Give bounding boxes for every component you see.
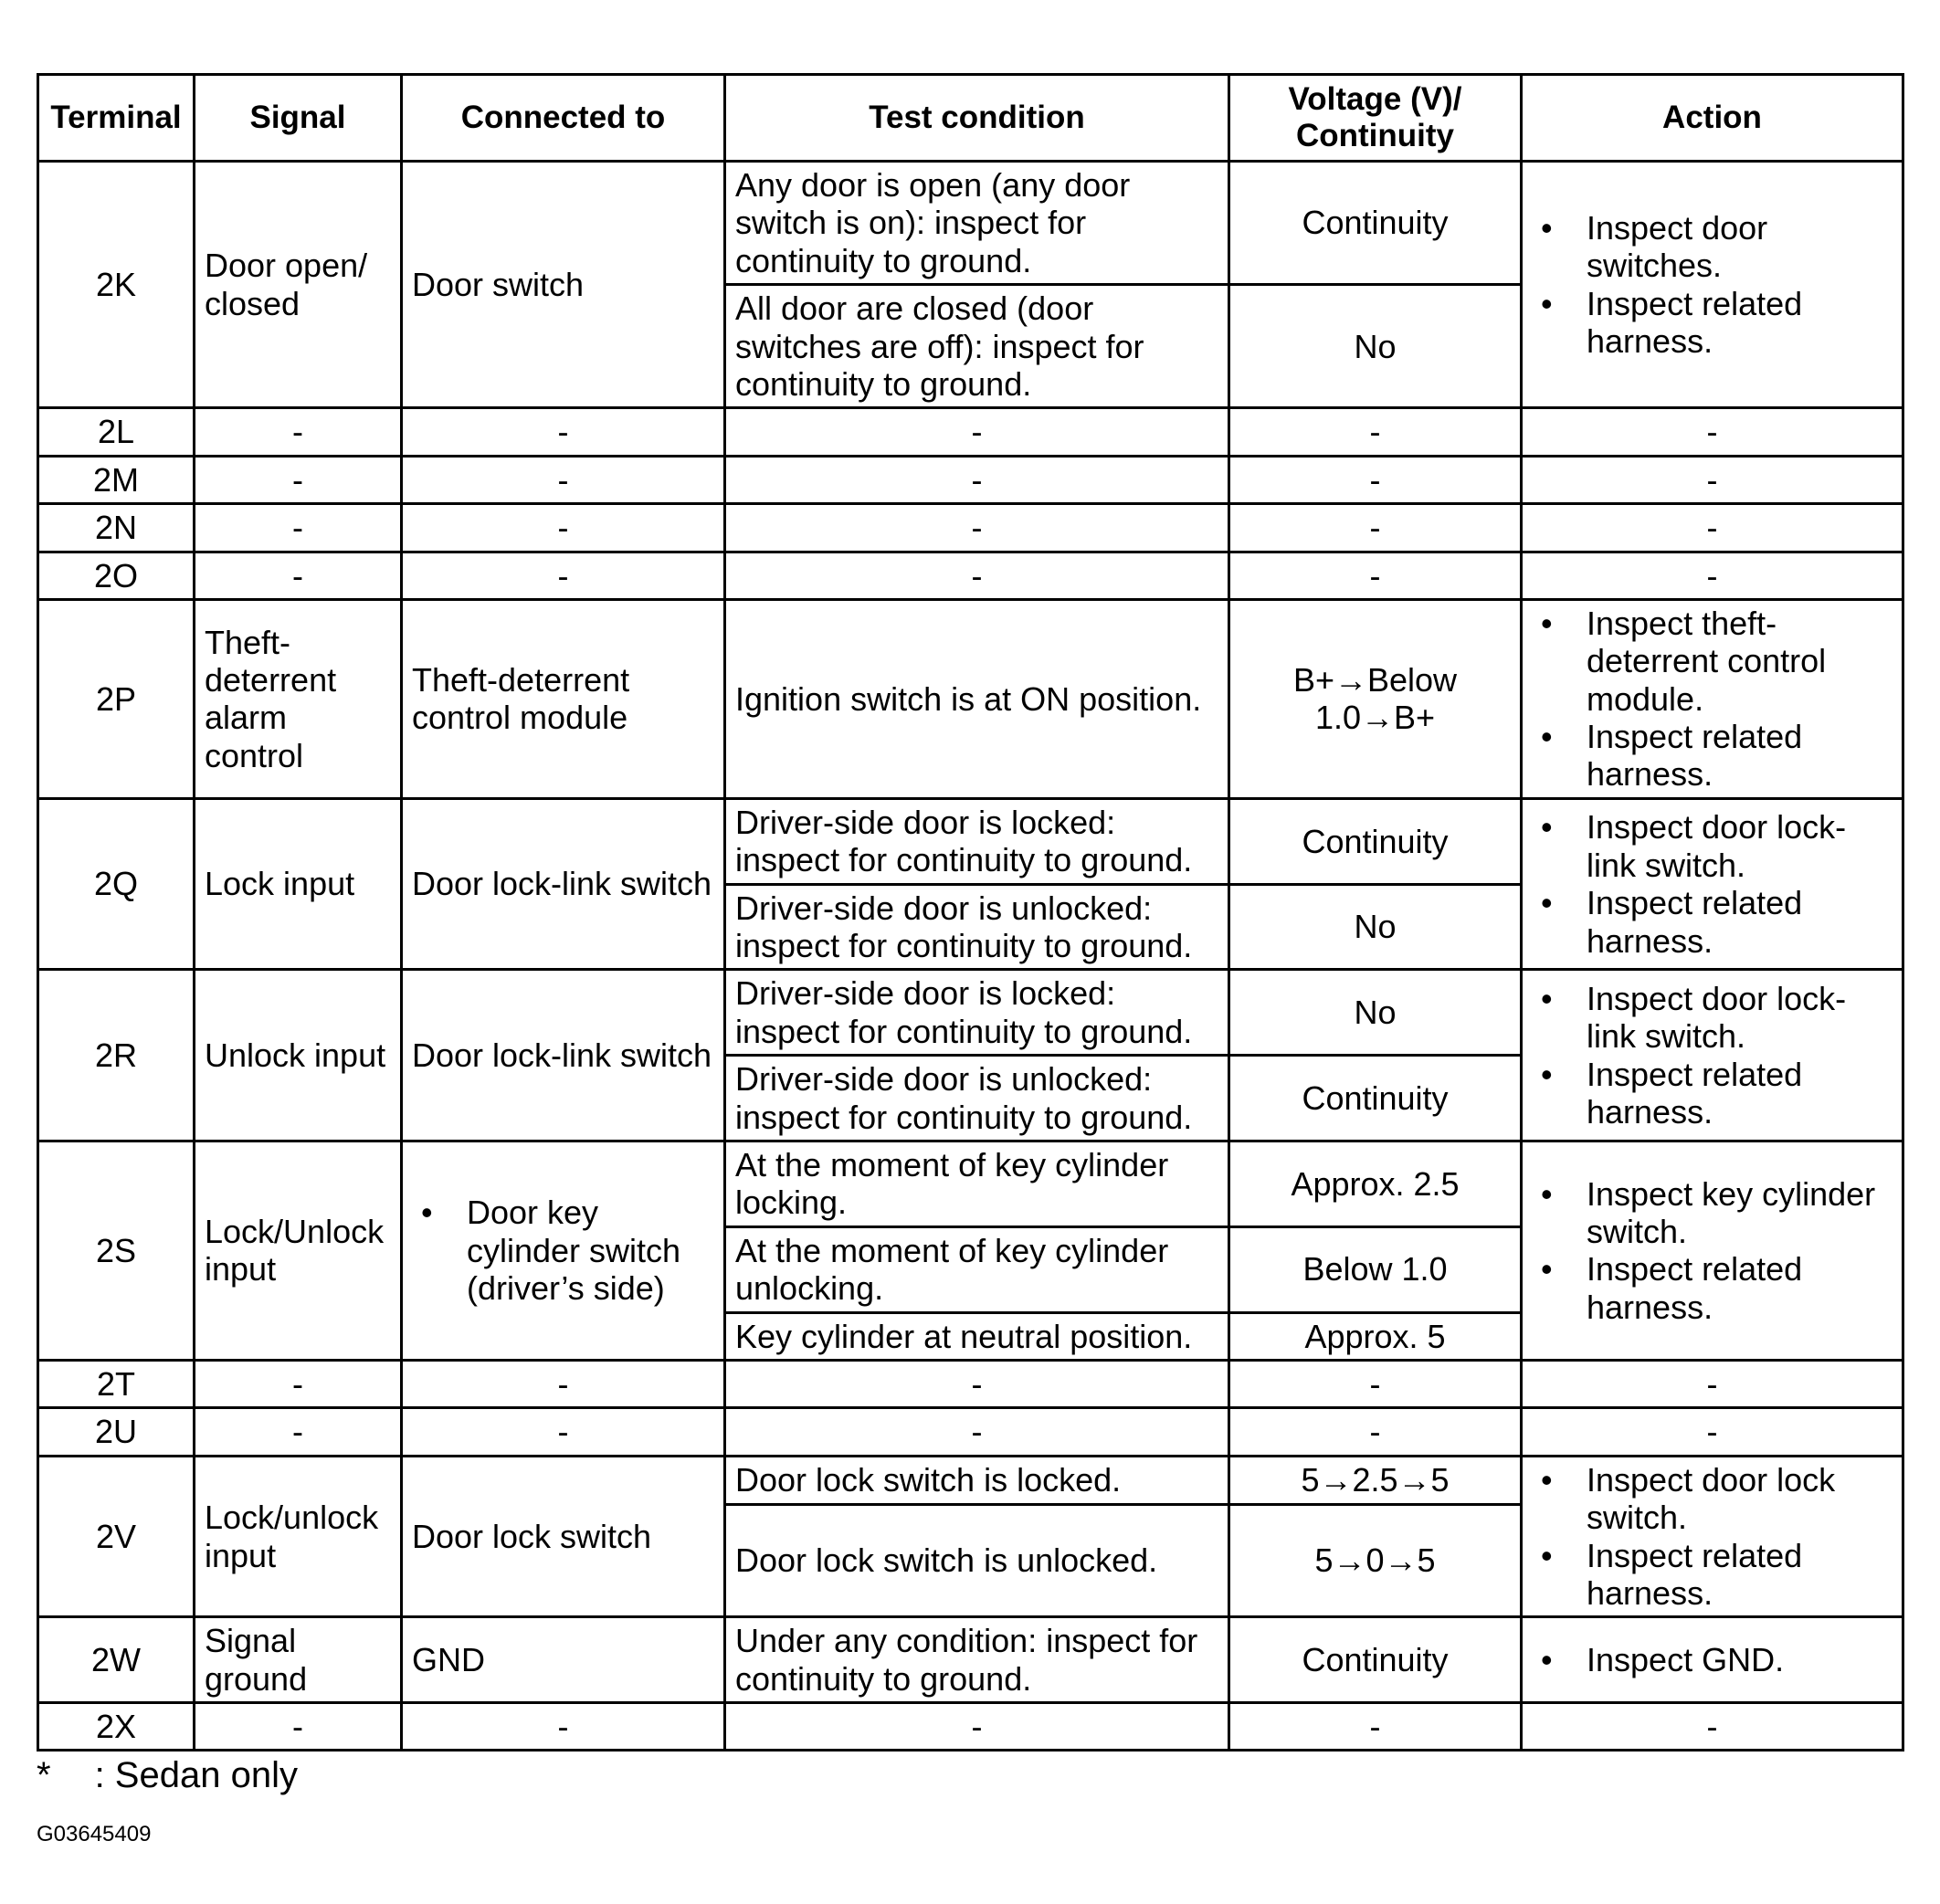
terminal-cell: 2V: [38, 1456, 195, 1617]
voltage-cell: No: [1229, 884, 1522, 970]
voltage-cell: Approx. 5: [1229, 1312, 1522, 1360]
condition-cell: Driver-side door is locked: inspect for continuity to ground.: [725, 798, 1229, 884]
voltage-cell: No: [1229, 970, 1522, 1056]
action-item: • Inspect related harness.: [1587, 1537, 1893, 1613]
empty-cell: -: [1229, 456, 1522, 503]
terminal-cell: 2X: [38, 1703, 195, 1751]
table-row: [38, 1360, 1903, 1407]
empty-cell: -: [402, 1703, 725, 1751]
empty-cell: -: [1522, 1360, 1903, 1407]
condition-cell: Under any condition: inspect for continuity to ground.: [725, 1617, 1229, 1703]
signal-cell: Theft-deterrent alarm control: [195, 599, 402, 798]
empty-cell: -: [1522, 1703, 1903, 1751]
condition-cell: Key cylinder at neutral position.: [725, 1312, 1229, 1360]
header-terminal: Terminal: [38, 75, 195, 162]
condition-cell: Door lock switch is locked.: [725, 1456, 1229, 1504]
condition-cell: At the moment of key cylinder unlocking.: [725, 1226, 1229, 1312]
table-row: [38, 1703, 1903, 1751]
empty-cell: -: [725, 552, 1229, 599]
table-row: [38, 456, 1903, 503]
empty-cell: -: [725, 1408, 1229, 1456]
signal-cell: Lock/Unlock input: [195, 1141, 402, 1360]
table-row: [38, 504, 1903, 552]
empty-cell: -: [725, 408, 1229, 456]
action-item: • Inspect related harness.: [1587, 1056, 1893, 1131]
empty-cell: -: [1229, 1703, 1522, 1751]
header-test-condition: Test condition: [725, 75, 1229, 162]
table-row: [38, 798, 1903, 884]
terminal-cell: 2S: [38, 1141, 195, 1360]
terminal-cell: 2P: [38, 599, 195, 798]
header-connected-to: Connected to: [402, 75, 725, 162]
terminal-cell: 2W: [38, 1617, 195, 1703]
voltage-cell: No: [1229, 285, 1522, 408]
terminal-cell: 2T: [38, 1360, 195, 1407]
empty-cell: -: [402, 456, 725, 503]
action-item: • Inspect door switches.: [1587, 209, 1893, 285]
connected-cell: Door lock switch: [402, 1456, 725, 1617]
terminal-cell: 2R: [38, 970, 195, 1141]
empty-cell: -: [725, 504, 1229, 552]
header-row: [38, 75, 1903, 162]
table-row: [38, 1141, 1903, 1226]
connected-item: • Door key cylinder switch (driver’s side): [467, 1194, 714, 1307]
voltage-cell: Approx. 2.5: [1229, 1141, 1522, 1226]
voltage-cell: Continuity: [1229, 1617, 1522, 1703]
connected-cell: Door switch: [402, 162, 725, 408]
footnote-text: : Sedan only: [94, 1755, 298, 1795]
table-row: [38, 162, 1903, 285]
condition-cell: Any door is open (any door switch is on): inspect for continuity to ground.: [725, 162, 1229, 285]
empty-cell: -: [195, 456, 402, 503]
footnote: [37, 1755, 298, 1796]
table-row: [38, 408, 1903, 456]
signal-cell: Lock/unlock input: [195, 1456, 402, 1617]
empty-cell: -: [1522, 1408, 1903, 1456]
action-item: • Inspect door lock-link switch.: [1587, 808, 1893, 884]
action-item: • Inspect related harness.: [1587, 718, 1893, 794]
action-cell: [1522, 798, 1903, 970]
empty-cell: -: [1229, 1408, 1522, 1456]
empty-cell: -: [195, 408, 402, 456]
condition-cell: Driver-side door is unlocked: inspect for continuity to ground.: [725, 884, 1229, 970]
empty-cell: -: [1229, 504, 1522, 552]
table-row: [38, 1456, 1903, 1504]
action-item: • Inspect related harness.: [1587, 285, 1893, 361]
empty-cell: -: [402, 504, 725, 552]
empty-cell: -: [1522, 552, 1903, 599]
header-action: Action: [1522, 75, 1903, 162]
table-row: [38, 970, 1903, 1056]
table-row: [38, 1408, 1903, 1456]
voltage-cell: Continuity: [1229, 162, 1522, 285]
connected-cell: GND: [402, 1617, 725, 1703]
empty-cell: -: [1229, 408, 1522, 456]
empty-cell: -: [1229, 1360, 1522, 1407]
voltage-cell: 5→0→5: [1229, 1504, 1522, 1617]
connected-cell: [402, 1141, 725, 1360]
action-item: • Inspect theft-deterrent control module.: [1587, 605, 1893, 718]
action-cell: [1522, 970, 1903, 1141]
empty-cell: -: [402, 1360, 725, 1407]
action-cell: [1522, 162, 1903, 408]
empty-cell: -: [402, 1408, 725, 1456]
signal-cell: Signal ground: [195, 1617, 402, 1703]
empty-cell: -: [725, 1703, 1229, 1751]
signal-cell: Unlock input: [195, 970, 402, 1141]
terminal-cell: 2M: [38, 456, 195, 503]
footnote-star: *: [37, 1755, 51, 1795]
condition-cell: Ignition switch is at ON position.: [725, 599, 1229, 798]
voltage-cell: Continuity: [1229, 1056, 1522, 1141]
empty-cell: -: [1522, 456, 1903, 503]
action-item: • Inspect related harness.: [1587, 1250, 1893, 1326]
empty-cell: -: [1229, 552, 1522, 599]
empty-cell: -: [195, 552, 402, 599]
condition-cell: Driver-side door is unlocked: inspect for continuity to ground.: [725, 1056, 1229, 1141]
signal-cell: Lock input: [195, 798, 402, 970]
action-item: • Inspect door lock-link switch.: [1587, 980, 1893, 1056]
empty-cell: -: [725, 456, 1229, 503]
voltage-cell: Continuity: [1229, 798, 1522, 884]
action-item: • Inspect GND.: [1587, 1641, 1893, 1678]
empty-cell: -: [195, 1703, 402, 1751]
figure-id: G03645409: [37, 1822, 152, 1846]
empty-cell: -: [725, 1360, 1229, 1407]
empty-cell: -: [1522, 408, 1903, 456]
signal-cell: Door open/ closed: [195, 162, 402, 408]
empty-cell: -: [1522, 504, 1903, 552]
condition-cell: Door lock switch is unlocked.: [725, 1504, 1229, 1617]
terminal-cell: 2K: [38, 162, 195, 408]
connected-cell: Door lock-link switch: [402, 970, 725, 1141]
terminal-cell: 2O: [38, 552, 195, 599]
action-cell: [1522, 1456, 1903, 1617]
empty-cell: -: [402, 552, 725, 599]
table-row: [38, 1617, 1903, 1703]
terminal-cell: 2L: [38, 408, 195, 456]
empty-cell: -: [195, 504, 402, 552]
action-item: • Inspect related harness.: [1587, 884, 1893, 960]
action-item: • Inspect key cylinder switch.: [1587, 1175, 1893, 1251]
terminal-spec-table: [37, 73, 1904, 1751]
empty-cell: -: [195, 1408, 402, 1456]
terminal-cell: 2Q: [38, 798, 195, 970]
condition-cell: At the moment of key cylinder locking.: [725, 1141, 1229, 1226]
terminal-cell: 2N: [38, 504, 195, 552]
terminal-cell: 2U: [38, 1408, 195, 1456]
empty-cell: -: [195, 1360, 402, 1407]
connected-cell: Door lock-link switch: [402, 798, 725, 970]
action-cell: [1522, 599, 1903, 798]
table-row: [38, 599, 1903, 798]
header-voltage: Voltage (V)/ Continuity: [1229, 75, 1522, 162]
voltage-cell: Below 1.0: [1229, 1226, 1522, 1312]
action-cell: [1522, 1141, 1903, 1360]
condition-cell: All door are closed (door switches are off): inspect for continuity to ground.: [725, 285, 1229, 408]
action-cell: [1522, 1617, 1903, 1703]
voltage-cell: 5→2.5→5: [1229, 1456, 1522, 1504]
empty-cell: -: [402, 408, 725, 456]
action-item: • Inspect door lock switch.: [1587, 1461, 1893, 1537]
header-signal: Signal: [195, 75, 402, 162]
voltage-cell: B+→Below 1.0→B+: [1229, 599, 1522, 798]
condition-cell: Driver-side door is locked: inspect for continuity to ground.: [725, 970, 1229, 1056]
connected-cell: Theft-deterrent control module: [402, 599, 725, 798]
table-row: [38, 552, 1903, 599]
